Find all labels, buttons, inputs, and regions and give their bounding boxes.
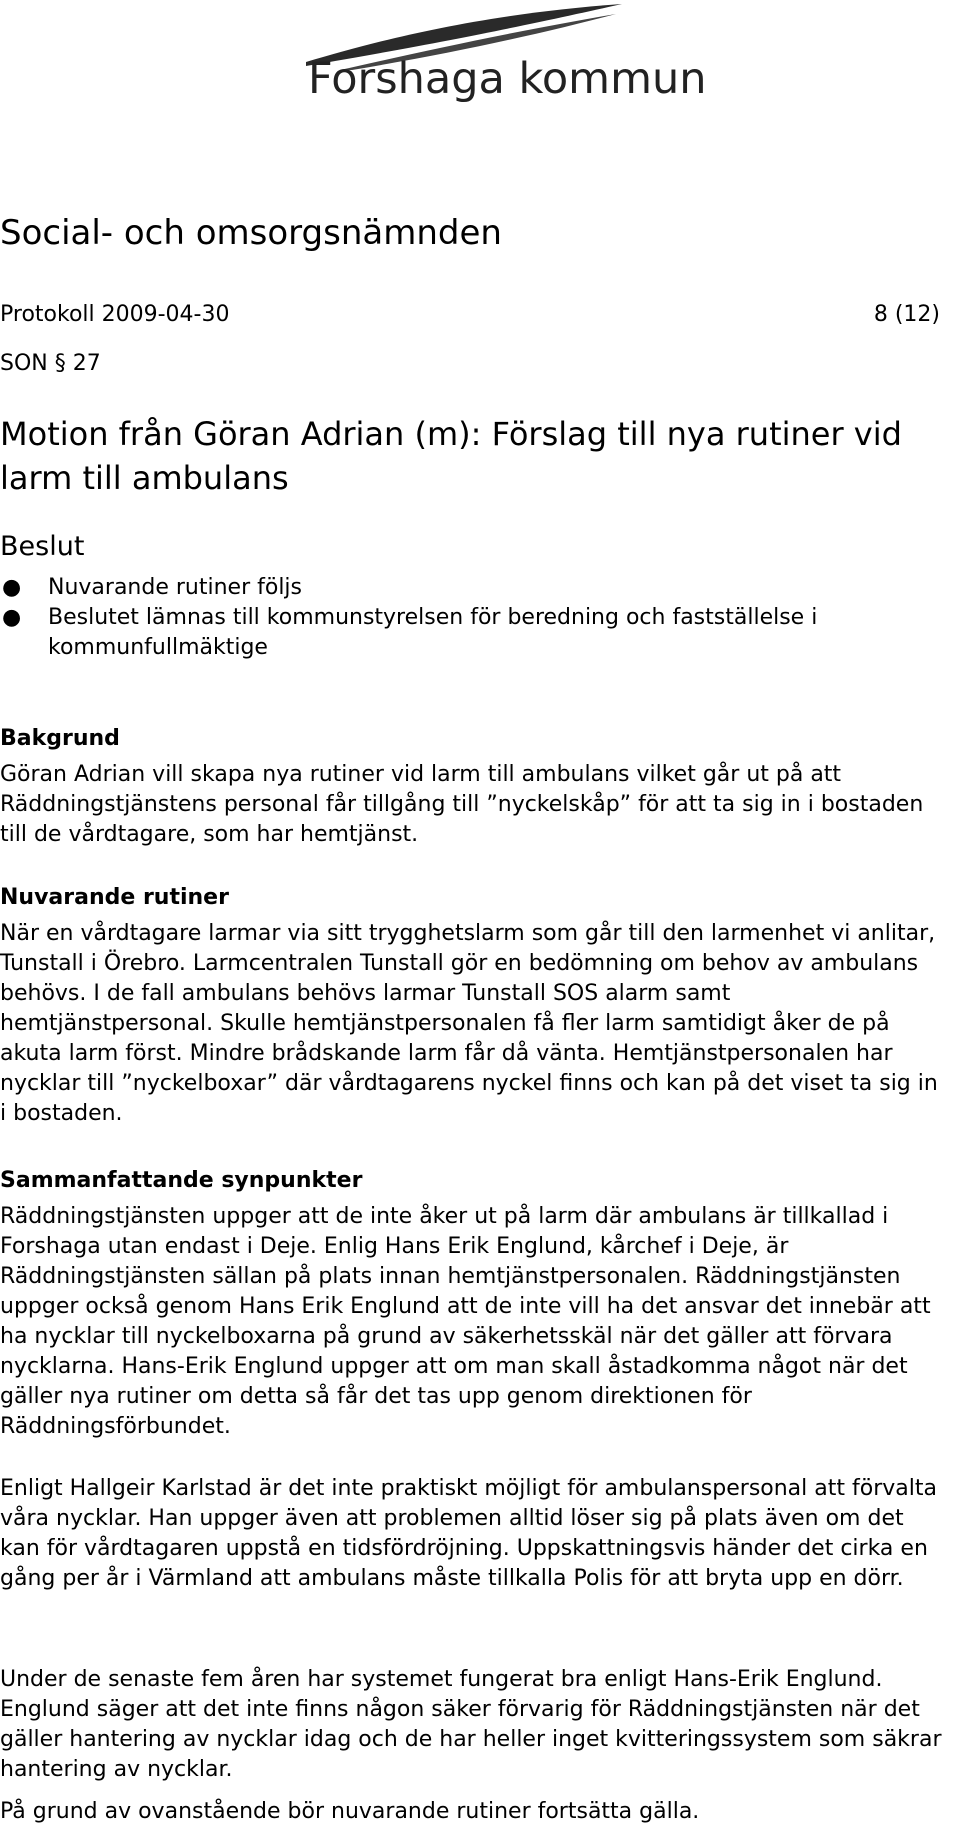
beslut-list xyxy=(0,573,900,663)
municipality-logo xyxy=(300,0,707,120)
bakgrund-text: Göran Adrian vill skapa nya rutiner vid larm till ambulans vilket går ut på att Räddningstjänstens personal får tillgång till ”nyckelskåp” för att ta sig in i bostaden till de vårdtagare, som har hemtjänst. xyxy=(0,762,924,847)
list-item-text: Beslutet lämnas till kommunstyrelsen för beredning och fastställelse i kommunfullmäktige xyxy=(48,605,818,660)
bullet-icon: ● xyxy=(2,575,22,600)
sammanfattande-paragraph-3: Under de senaste fem åren har systemet fungerat bra enligt Hans-Erik Englund. Englund säger att det inte finns någon säker förvarig för Räddningstjänsten när det gäller hantering av nycklar idag och de har heller inget kvitteringssystem som säkrar hantering av nycklar. xyxy=(0,1667,942,1782)
section-reference: SON § 27 xyxy=(0,351,101,376)
bullet-icon: ● xyxy=(2,605,22,630)
protocol-date: Protokoll 2009-04-30 xyxy=(0,302,230,327)
nuvarande-text: När en vårdtagare larmar via sitt trygghetslarm som går till den larmenhet vi anlitar, Tunstall i Örebro. Larmcentralen Tunstall gör en bedömning om behov av ambulans behövs. I de fall ambulans behövs larmar Tunstall SOS alarm samt hemtjänstpersonal. Skulle hemtjänstpersonalen få fler larm samtidigt åker de på akuta larm först. Mindre brådskande larm får då vänta. Hemtjänstpersonalen har nycklar till ”nyckelboxar” där vårdtagarens nyckel finns och kan på det viset ta sig in i bostaden. xyxy=(0,921,938,1126)
beslut-heading: Beslut xyxy=(0,531,85,562)
sammanfattande-heading: Sammanfattande synpunkter xyxy=(0,1168,363,1193)
list-item-text: Nuvarande rutiner följs xyxy=(48,575,302,600)
logo-wordmark: Forshaga kommun xyxy=(308,54,707,104)
list-item xyxy=(0,603,900,663)
sammanfattande-paragraph-4: På grund av ovanstående bör nuvarande rutiner fortsätta gälla. xyxy=(0,1799,700,1824)
nuvarande-heading: Nuvarande rutiner xyxy=(0,885,229,910)
sammanfattande-paragraph-1: Räddningstjänsten uppger att de inte åker ut på larm där ambulans är tillkallad i Forshaga utan endast i Deje. Enlig Hans Erik Englund, kårchef i Deje, är Räddningstjänsten sällan på plats innan hemtjänstpersonalen. Räddningstjänsten uppger också genom Hans Erik Englund att de inte vill ha det ansvar det innebär att ha nycklar till nyckelboxarna på grund av säkerhetsskäl när det gäller att förvara nycklarna. Hans-Erik Englund uppger att om man skall åstadkomma något när det gäller nya rutiner om detta så får det tas upp genom direktionen för Räddningsförbundet. xyxy=(0,1204,931,1439)
bakgrund-heading: Bakgrund xyxy=(0,726,120,751)
list-item xyxy=(0,573,900,603)
committee-name: Social- och omsorgsnämnden xyxy=(0,213,502,253)
page-number: 8 (12) xyxy=(873,302,940,327)
page-title: Motion från Göran Adrian (m): Förslag till nya rutiner vid larm till ambulans xyxy=(0,415,902,497)
sammanfattande-paragraph-2: Enligt Hallgeir Karlstad är det inte praktiskt möjligt för ambulanspersonal att förvalta våra nycklar. Han uppger även att problemen alltid löser sig på plats även om det kan för vårdtagaren uppstå en tidsfördröjning. Uppskattningsvis händer det cirka en gång per år i Värmland att ambulans måste tillkalla Polis för att bryta upp en dörr. xyxy=(0,1476,937,1591)
